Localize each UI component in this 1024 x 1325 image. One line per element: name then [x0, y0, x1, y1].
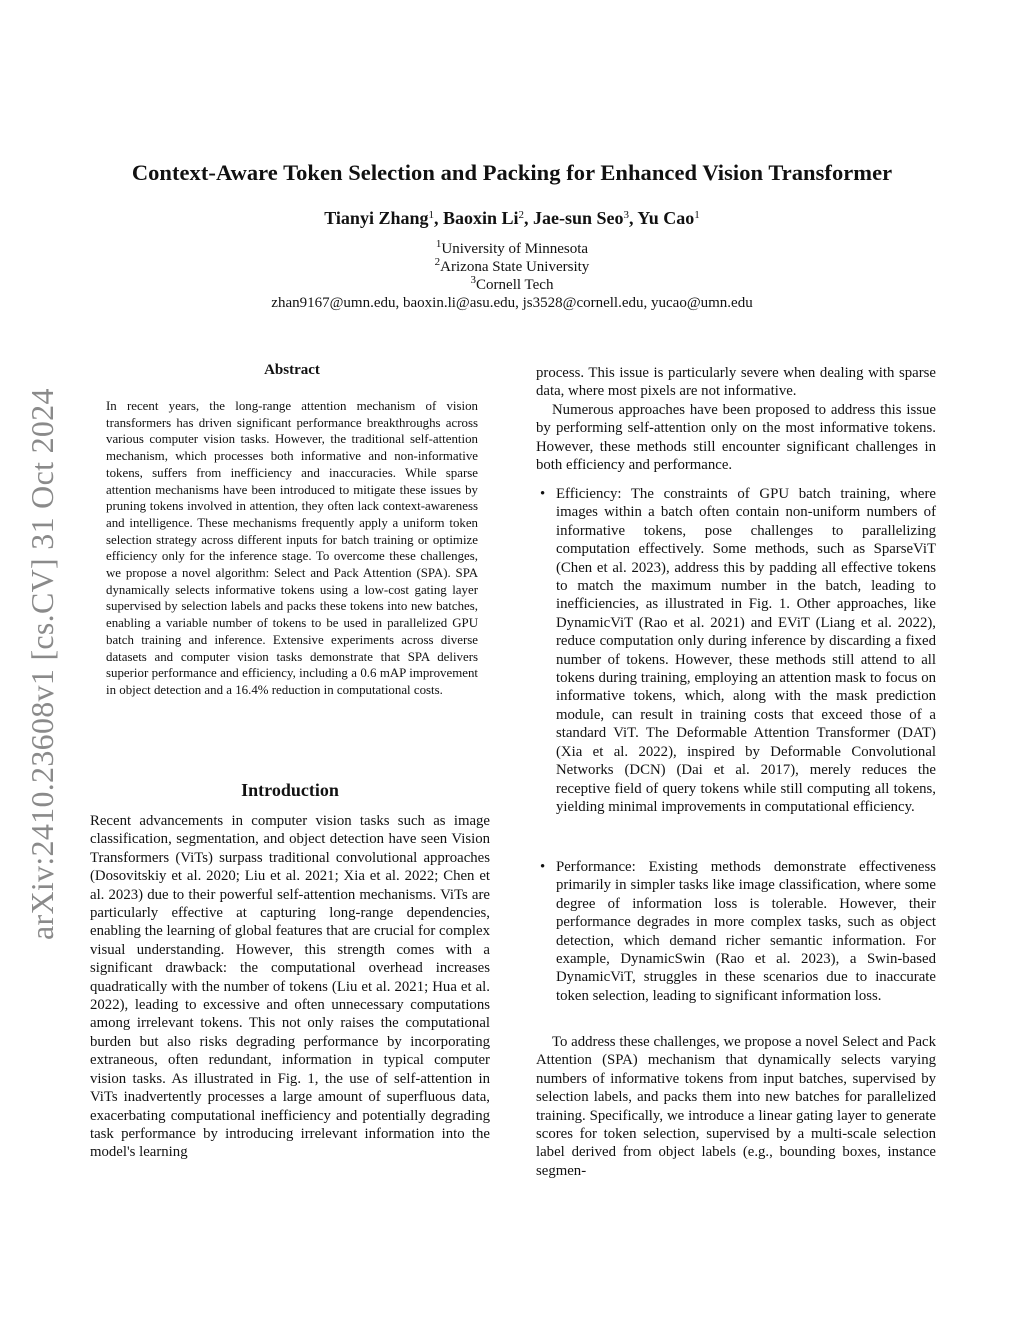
author-emails: zhan9167@umn.edu, baoxin.li@asu.edu, js3528@cornell.edu, yucao@umn.edu	[271, 295, 753, 311]
affiliation-name: University of Minnesota	[441, 241, 589, 257]
bullet-icon: •	[540, 859, 546, 875]
introduction-heading: Introduction	[241, 780, 339, 800]
author-sup: 3	[623, 209, 630, 221]
bullet-text: Efficiency: The constraints of GPU batch training, where images within a batch often contain non-uniform numbers of informative tokens, pose challenges to parallelizing computation effectively. Some methods, such as SparseViT (Chen et al. 2023), address this by padding all effective tokens to match the maximum number in the batch, leading to inefficiencies, as illustrated in Fig. 1. Other approaches, like DynamicViT (Rao et al. 2021) and EViT (Liang et al. 2022), reduce computation only during inference by discarding a fixed number of tokens. However, these methods still attend to all tokens during training, employing an attention mask to focus on informative tokens, which, along with the mask prediction module, can result in training costs that exceed those of a standard ViT. The Deformable Attention Transformer (DAT) (Xia et al. 2022), inspired by Deformable Convolutional Networks (DCN) (Dai et al. 2017), merely reduces the receptive field of query tokens while still computing all tokens, yielding minimal improvements in computational efficiency.	[556, 486, 936, 815]
author-list: Tianyi Zhang$^1$, Baoxin Li$^2$, Jae-sun Seo$^3$, Yu Cao$^1$	[324, 208, 700, 228]
right-column-continuation: process. This issue is particularly severe when dealing with sparse data, where most pixels are not informative.	[536, 365, 936, 400]
affiliation-sup: 3	[470, 274, 477, 286]
introduction-text: Recent advancements in computer vision tasks such as image classification, segmentation, and object detection have seen Vision Transformers (ViTs) surpass traditional convolutional approaches (Dosovitskiy et al. 2020; Liu et al. 2021; Xia et al. 2022; Chen et al. 2023) due to their powerful self-attention mechanisms. ViTs are particularly effective at capturing long-range dependencies, enabling the learning of global features that are crucial for complex visual understanding. However, this strength comes with a significant drawback: the computational overhead increases quadratically with the number of tokens (Liu et al. 2021; Hua et al. 2022), leading to excessive and often unnecessary computations among irrelevant tokens. This not only raises the computational burden but also risks degrading performance by incorporating extraneous, often redundant, information in typical computer vision tasks. As illustrated in Fig. 1, the use of self-attention in ViTs inadvertently processes a large amount of superfluous data, exacerbating computational inefficiency and potentially degrading task performance by introducing irrelevant information into the model's learning	[90, 813, 490, 1161]
author-sup: 2	[518, 209, 525, 221]
affiliation-sup: 1	[435, 238, 442, 250]
right-column-paragraph: Numerous approaches have been proposed to address this issue by performing self-attention only on the most informative tokens. However, these methods still encounter significant challenges in both efficiency and performance.	[536, 402, 936, 474]
arxiv-watermark: arXiv:2410.23608v1 [cs.CV] 31 Oct 2024	[24, 388, 60, 940]
bullet-icon: •	[540, 486, 546, 502]
author-sup: 1	[694, 209, 700, 221]
abstract-heading: Abstract	[264, 362, 320, 378]
author-sup: 1	[428, 209, 434, 221]
abstract-text: In recent years, the long-range attention mechanism of vision transformers has driven significant performance breakthroughs across various computer vision tasks. However, the traditional self-attention mechanism, which processes both informative and non-informative tokens, suffers from inefficiency and inaccuracies. While sparse attention mechanisms have been introduced to mitigate these issues by pruning tokens involved in attention, they often lack context-awareness and intelligence. These mechanisms frequently apply a uniform token selection strategy across different inputs for batch training or optimize efficiency only for the inference stage. To overcome these challenges, we propose a novel algorithm: Select and Pack Attention (SPA). SPA dynamically selects informative tokens using a low-cost gating layer supervised by selection labels and packs these tokens into new batches, enabling a variable number of tokens to be used in parallelized GPU batch training and inference. Extensive experiments across diverse datasets and computer vision tasks demonstrate that SPA delivers superior performance and efficiency, including a 0.6 mAP improvement in object detection and a 16.4% reduction in computational costs.	[106, 399, 478, 697]
author-name: Tianyi Zhang	[324, 208, 429, 228]
affiliation-sup: 2	[434, 256, 441, 268]
affiliation-name: Cornell Tech	[476, 277, 554, 293]
bullet-item-performance	[536, 858, 936, 1005]
affiliation-name: Arizona State University	[440, 259, 590, 275]
right-column-paragraph: To address these challenges, we propose a novel Select and Pack Attention (SPA) mechanism that dynamically selects varying numbers of informative tokens from input batches, supervised by selection labels, and packs them into new batches for parallelized training. Specifically, we introduce a linear gating layer to generate scores for token selection, supervised by a multi-scale selection label derived from object labels (e.g., bounding boxes, instance segmen-	[536, 1034, 936, 1179]
affiliation	[0, 258, 1024, 276]
author-name: Baoxin Li	[442, 208, 519, 228]
affiliation	[0, 276, 1024, 294]
author-name: Jae-sun Seo	[533, 208, 624, 228]
author-name: Yu Cao	[637, 208, 695, 228]
affiliation	[0, 240, 1024, 258]
paper-title: Context-Aware Token Selection and Packing for Enhanced Vision Transformer	[131, 160, 893, 185]
bullet-item-efficiency	[536, 485, 936, 816]
bullet-text: Performance: Existing methods demonstrate effectiveness primarily in simpler tasks like image classification, where some degree of information loss is tolerable. However, their performance degrades in more complex tasks, such as object detection, which demand richer semantic information. For example, DynamicSwin (Rao et al. 2023), a Swin-based DynamicViT, struggles in these scenarios due to inaccurate token selection, leading to significant information loss.	[556, 859, 936, 1004]
